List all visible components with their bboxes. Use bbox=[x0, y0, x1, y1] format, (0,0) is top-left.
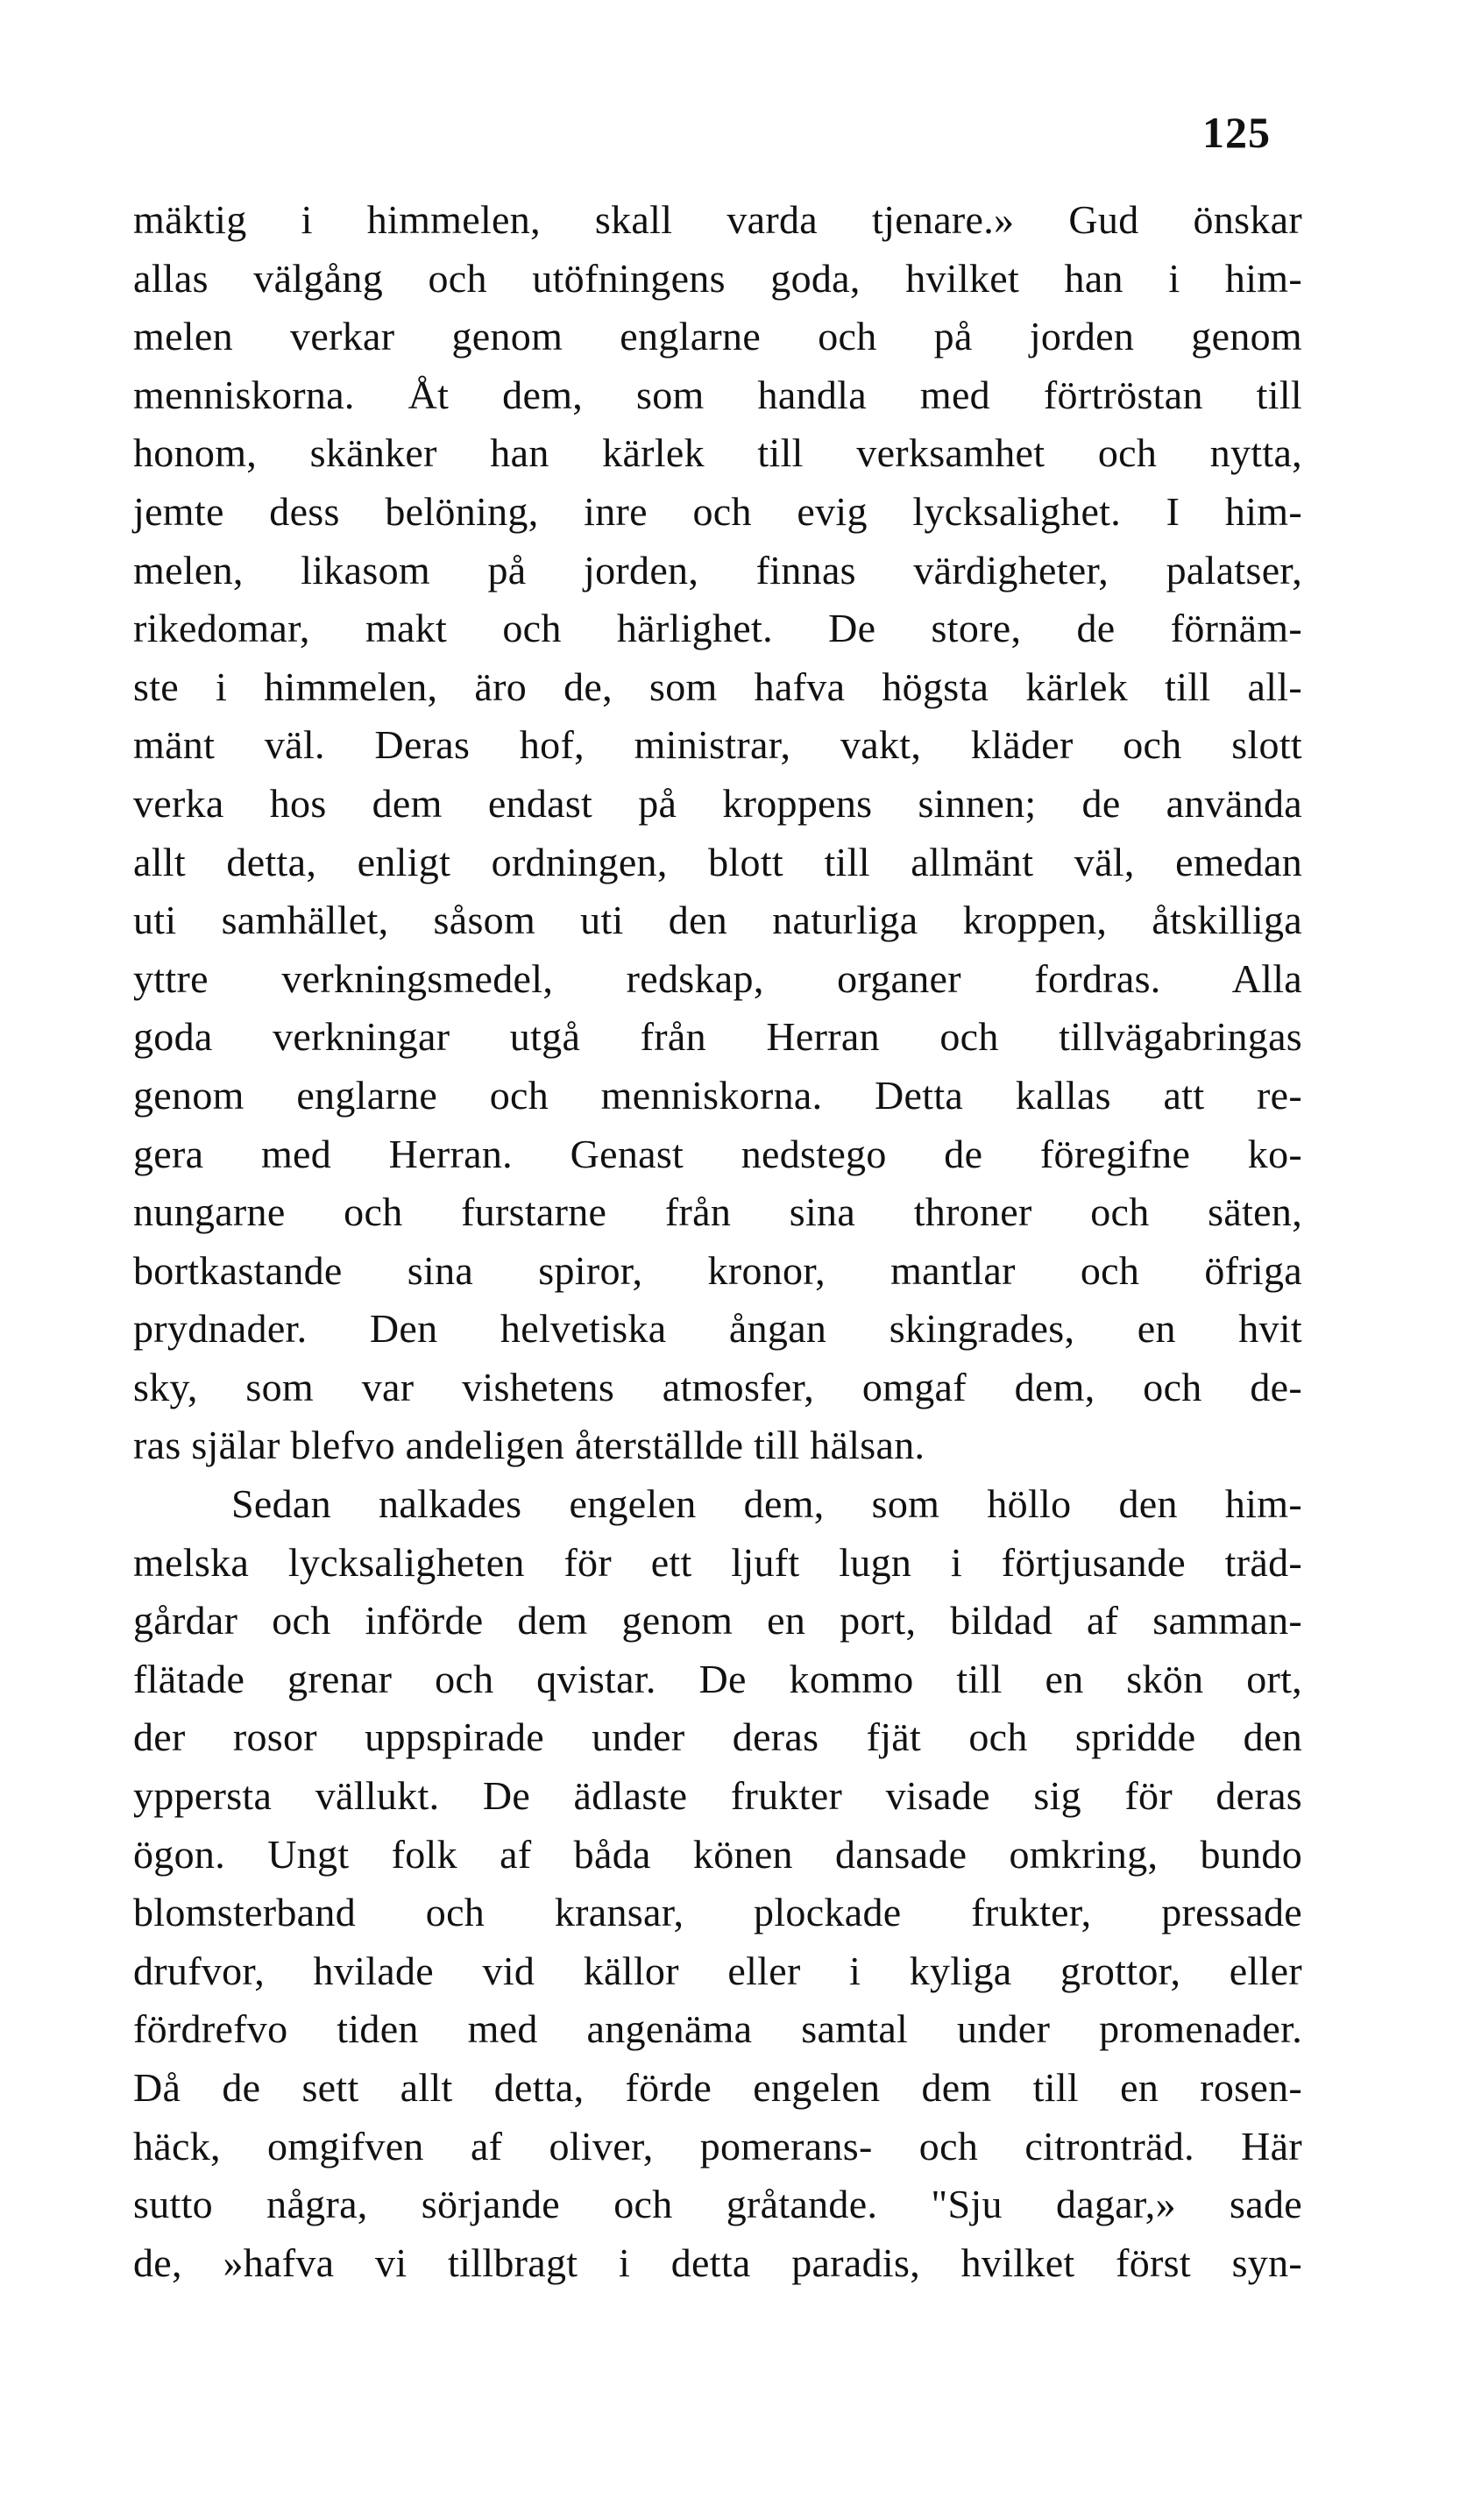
text-line: ste i himmelen, äro de, som hafva högsta kärlek till all- bbox=[133, 664, 1302, 709]
text-line: melen verkar genom englarne och på jorden genom bbox=[133, 314, 1302, 359]
text-line: häck, omgifven af oliver, pomerans- och citronträd. Här bbox=[133, 2123, 1302, 2169]
text-line: ras själar blefvo andeligen återställde till hälsan. bbox=[133, 1423, 925, 1468]
text-line: rikedomar, makt och härlighet. De store, de förnäm- bbox=[133, 606, 1302, 651]
text-line: melska lycksaligheten för ett ljuft lugn i förtjusande träd- bbox=[133, 1539, 1302, 1585]
text-line: mäktig i himmelen, skall varda tjenare.» Gud önskar bbox=[133, 197, 1302, 242]
text-line: Sedan nalkades engelen dem, som höllo den him- bbox=[231, 1481, 1302, 1527]
page-number: 125 bbox=[1202, 108, 1271, 157]
text-line: Då de sett allt detta, förde engelen dem till en rosen- bbox=[133, 2065, 1302, 2110]
text-line: allas välgång och utöfningens goda, hvilket han i him- bbox=[133, 255, 1302, 301]
text-line: verka hos dem endast på kroppens sinnen; de använda bbox=[133, 780, 1302, 826]
text-line: drufvor, hvilade vid källor eller i kyliga grottor, eller bbox=[133, 1948, 1302, 1993]
text-line: genom englarne och menniskorna. Detta kallas att re- bbox=[133, 1072, 1302, 1118]
text-line: gera med Herran. Genast nedstego de föregifne ko- bbox=[133, 1131, 1302, 1176]
text-line: nungarne och furstarne från sina throner och säten, bbox=[133, 1189, 1302, 1235]
text-line: fördrefvo tiden med angenäma samtal under promenader. bbox=[133, 2006, 1302, 2052]
text-line: allt detta, enligt ordningen, blott till allmänt väl, emedan bbox=[133, 839, 1302, 884]
text-line: jemte dess belöning, inre och evig lycksalighet. I him- bbox=[133, 488, 1302, 534]
text-line: honom, skänker han kärlek till verksamhet och nytta, bbox=[133, 430, 1302, 476]
text-line: goda verkningar utgå från Herran och tillvägabringas bbox=[133, 1014, 1302, 1060]
text-line: flätade grenar och qvistar. De kommo till en skön ort, bbox=[133, 1656, 1302, 1701]
text-line: yppersta vällukt. De ädlaste frukter visade sig för deras bbox=[133, 1773, 1302, 1819]
text-line: ögon. Ungt folk af båda könen dansade omkring, bundo bbox=[133, 1831, 1302, 1877]
text-line: sutto några, sörjande och gråtande. "Sju dagar,» sade bbox=[133, 2182, 1302, 2227]
text-line: menniskorna. Åt dem, som handla med förtröstan till bbox=[133, 372, 1302, 417]
body-text bbox=[133, 191, 1302, 2292]
text-line: de, »hafva vi tillbragt i detta paradis, hvilket först syn- bbox=[133, 2240, 1302, 2285]
text-line: prydnader. Den helvetiska ångan skingrades, en hvit bbox=[133, 1306, 1302, 1352]
text-line: blomsterband och kransar, plockade frukter, pressade bbox=[133, 1890, 1302, 1935]
text-line: yttre verkningsmedel, redskap, organer fordras. Alla bbox=[133, 955, 1302, 1001]
text-line: melen, likasom på jorden, finnas värdigheter, palatser, bbox=[133, 547, 1302, 593]
text-line: gårdar och införde dem genom en port, bildad af samman- bbox=[133, 1598, 1302, 1643]
text-line: der rosor uppspirade under deras fjät och spridde den bbox=[133, 1714, 1302, 1760]
text-line: mänt väl. Deras hof, ministrar, vakt, kläder och slott bbox=[133, 722, 1302, 768]
text-line: sky, som var vishetens atmosfer, omgaf dem, och de- bbox=[133, 1364, 1302, 1409]
text-line: uti samhället, såsom uti den naturliga kroppen, åtskilliga bbox=[133, 898, 1302, 943]
text-line: bortkastande sina spiror, kronor, mantlar och öfriga bbox=[133, 1247, 1302, 1293]
